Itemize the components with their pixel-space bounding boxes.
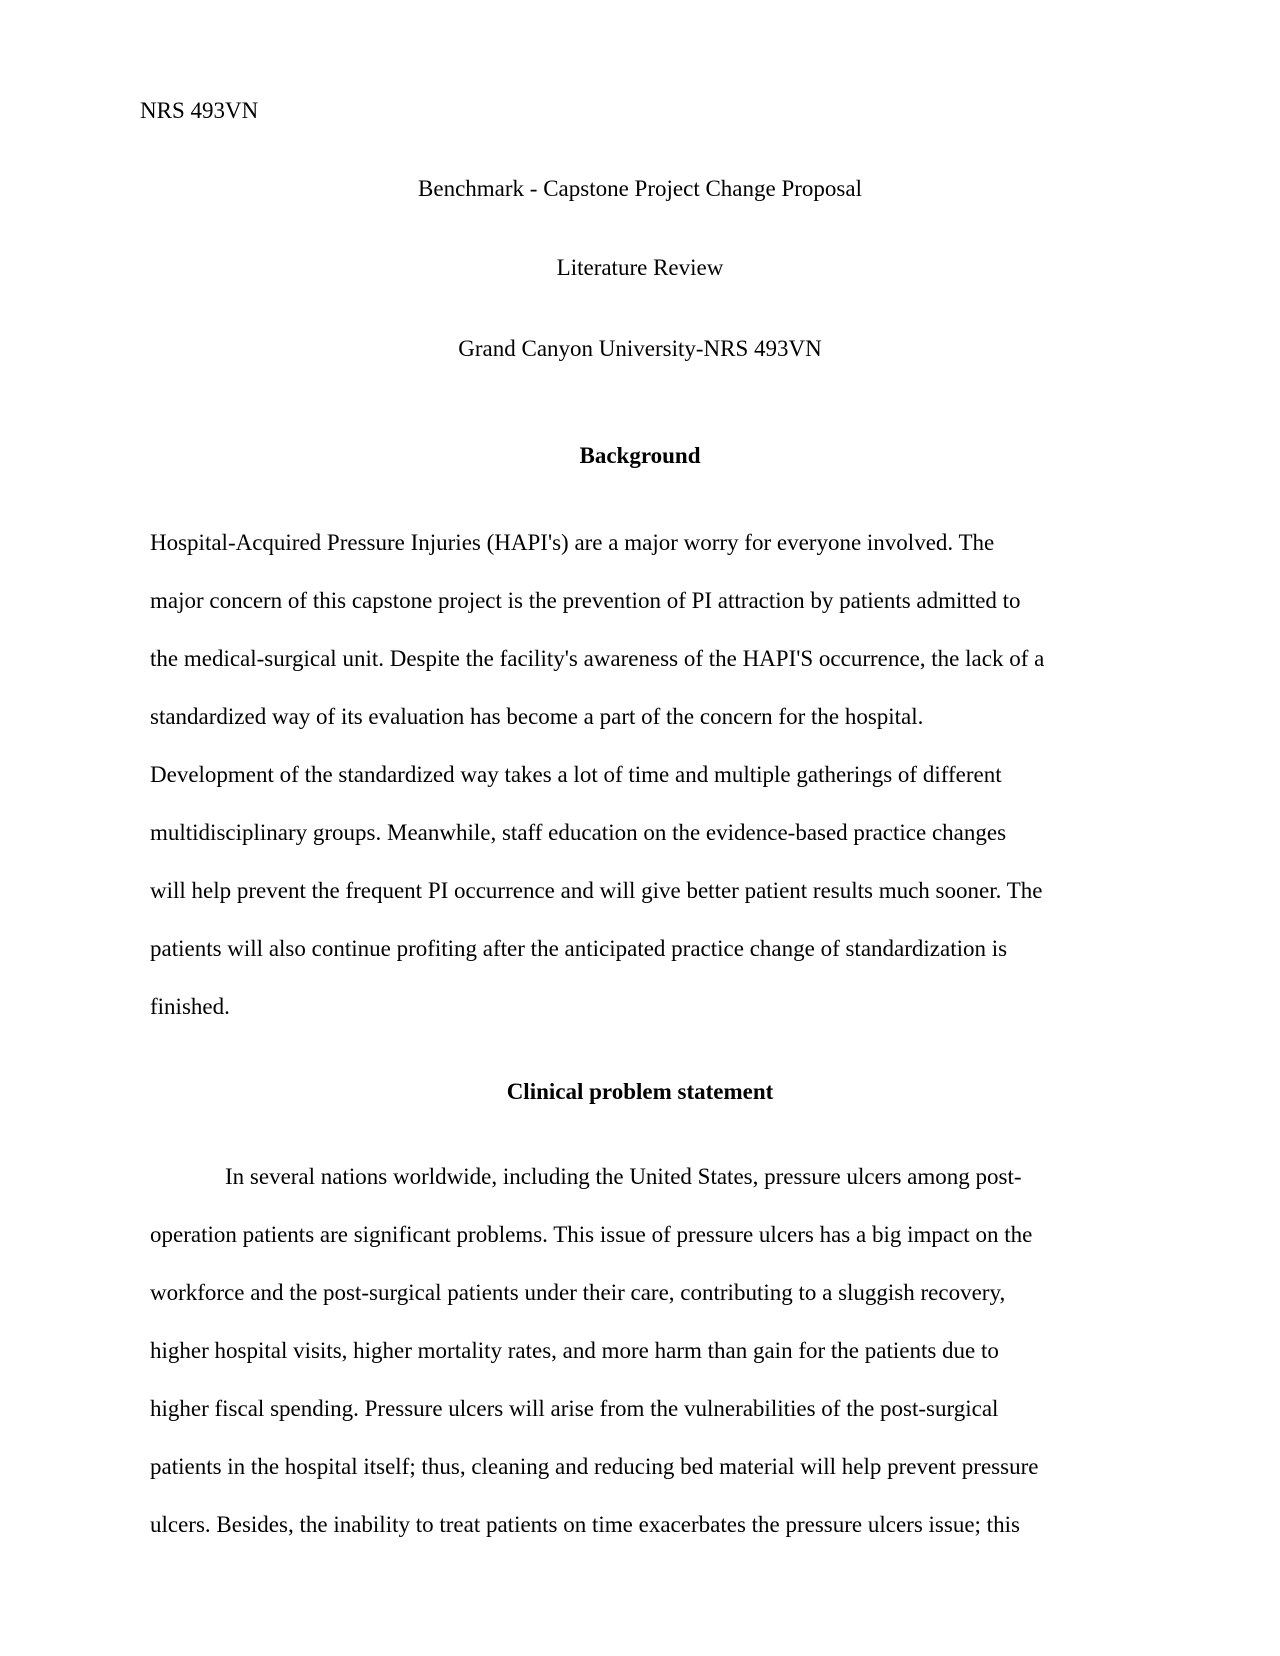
background-paragraph <box>150 514 1140 1036</box>
paragraph-line: workforce and the post-surgical patients under their care, contributing to a sluggish recovery, <box>150 1280 1006 1305</box>
paragraph-line: patients in the hospital itself; thus, cleaning and reducing bed material will help prevent pressure <box>150 1454 1039 1479</box>
paragraph-line: In several nations worldwide, including the United States, pressure ulcers among post- <box>225 1164 1022 1189</box>
paragraph-line: Development of the standardized way takes a lot of time and multiple gatherings of different <box>150 762 1002 787</box>
paragraph-line: finished. <box>150 994 230 1019</box>
paragraph-line: operation patients are significant problems. This issue of pressure ulcers has a big impact on the <box>150 1222 1033 1247</box>
paragraph-line: will help prevent the frequent PI occurrence and will give better patient results much sooner. The <box>150 878 1043 903</box>
document-affiliation: Grand Canyon University-NRS 493VN <box>458 336 822 361</box>
course-header: NRS 493VN <box>140 98 259 123</box>
document-subtitle: Literature Review <box>556 255 724 280</box>
paragraph-line: ulcers. Besides, the inability to treat patients on time exacerbates the pressure ulcers issue; this <box>150 1512 1020 1537</box>
paragraph-line: multidisciplinary groups. Meanwhile, staff education on the evidence-based practice changes <box>150 820 1007 845</box>
document-title: Benchmark - Capstone Project Change Proposal <box>418 176 862 201</box>
section-heading-background: Background <box>579 443 701 468</box>
paragraph-line: standardized way of its evaluation has become a part of the concern for the hospital. <box>150 704 924 729</box>
section-heading-clinical-problem-statement: Clinical problem statement <box>506 1079 774 1104</box>
paragraph-line: Hospital-Acquired Pressure Injuries (HAPI's) are a major worry for everyone involved. The <box>150 530 995 555</box>
paragraph-line: the medical-surgical unit. Despite the facility's awareness of the HAPI'S occurrence, the lack of a <box>150 646 1045 671</box>
paragraph-line: major concern of this capstone project is the prevention of PI attraction by patients admitted to <box>150 588 1021 613</box>
paragraph-line: higher fiscal spending. Pressure ulcers will arise from the vulnerabilities of the post-surgical <box>150 1396 999 1421</box>
paragraph-line: higher hospital visits, higher mortality rates, and more harm than gain for the patients due to <box>150 1338 999 1363</box>
paragraph-line: patients will also continue profiting after the anticipated practice change of standardization is <box>150 936 1008 961</box>
clinical-problem-paragraph <box>150 1148 1140 1554</box>
